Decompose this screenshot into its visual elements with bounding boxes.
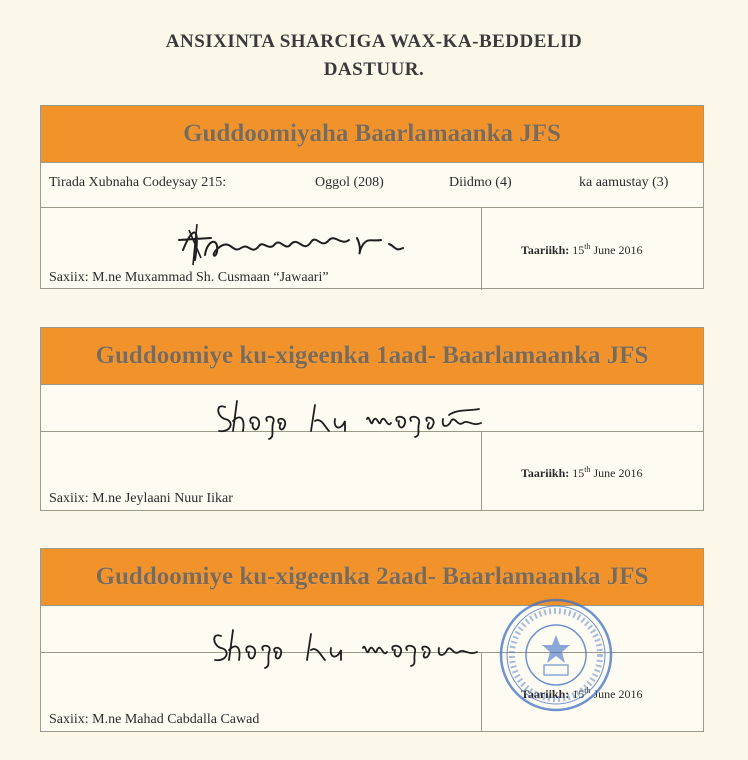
chairman-signature-block [40, 105, 704, 289]
signatory-name: Saxiix: M.ne Jeylaani Nuur Iikar [49, 491, 233, 506]
signature-area [41, 208, 482, 290]
vote-yes-count: Oggol (208) [315, 175, 384, 190]
date-month-year: June 2016 [590, 466, 643, 480]
date-label: Taariikh: [521, 466, 570, 480]
block-header-chairman: Guddoomiyaha Baarlamaanka JFS [41, 106, 703, 163]
vote-no-count: Diidmo (4) [449, 175, 512, 190]
vote-members-count: Tirada Xubnaha Codeysay 215: [49, 175, 227, 190]
block-header-second-deputy: Guddoomiye ku-xigeenka 2aad- Baarlamaanka JFS [41, 549, 703, 606]
date-month-year: June 2016 [590, 687, 643, 701]
date-day: 15 [572, 243, 585, 257]
date-field [521, 465, 642, 481]
document-title-line2: DASTUUR. [323, 59, 425, 80]
date-suffix: th [584, 242, 591, 251]
date-suffix: th [584, 465, 591, 474]
signature-row [41, 385, 703, 511]
vote-tally-row [41, 163, 703, 208]
date-suffix: th [584, 686, 591, 695]
document-title-line1: ANSIXINTA SHARCIGA WAX-KA-BEDDELID [165, 31, 583, 52]
document-title [0, 28, 748, 84]
date-label: Taariikh: [521, 243, 570, 257]
date-day: 15 [572, 687, 585, 701]
block-header-first-deputy: Guddoomiye ku-xigeenka 1aad- Baarlamaanka JFS [41, 328, 703, 385]
signatory-name: Saxiix: M.ne Mahad Cabdalla Cawad [49, 712, 260, 727]
signature-area [41, 431, 482, 511]
signature-row [41, 208, 703, 290]
date-month-year: June 2016 [590, 243, 643, 257]
date-field [521, 242, 642, 258]
signatory-name: Saxiix: M.ne Muxammad Sh. Cusmaan “Jawaari” [49, 270, 329, 285]
date-label: Taariikh: [521, 687, 570, 701]
handwritten-signature [207, 622, 497, 670]
handwritten-signature [211, 393, 501, 441]
date-day: 15 [572, 466, 585, 480]
official-seal-stamp [498, 597, 614, 713]
first-deputy-signature-block [40, 327, 704, 511]
vote-abstain-count: ka aamustay (3) [579, 175, 669, 190]
